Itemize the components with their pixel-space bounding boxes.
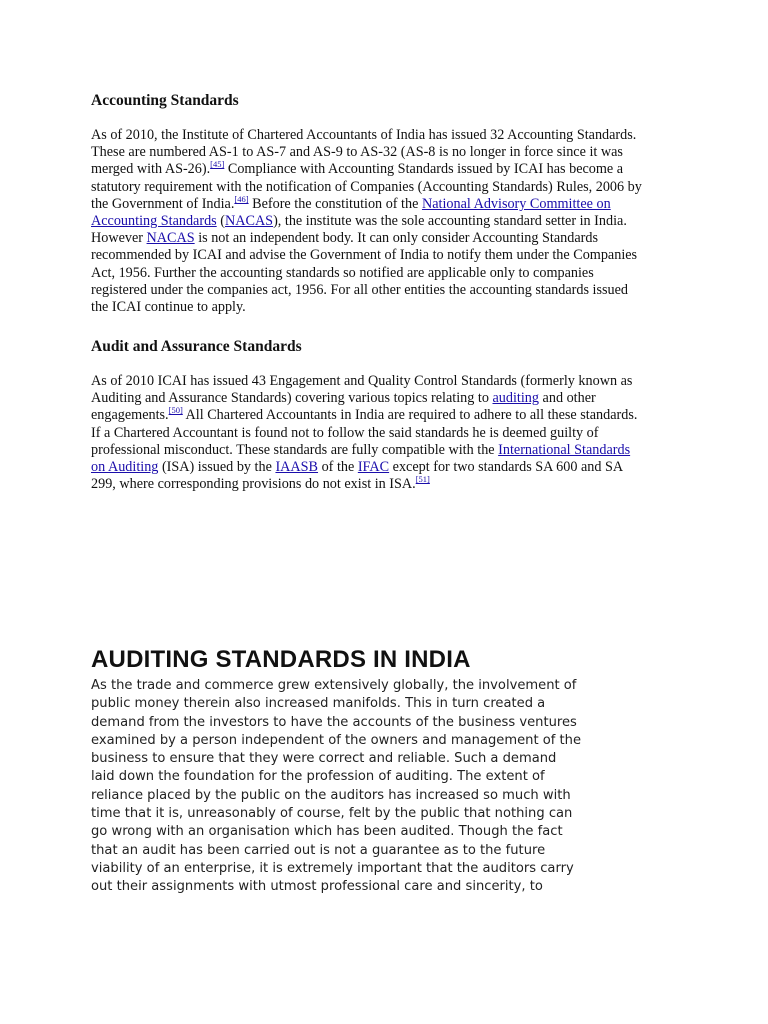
text-line: As the trade and commerce grew extensively globally, the involvement of <box>91 678 577 693</box>
text-line: 299, where corresponding provisions do not exist in ISA.[51] <box>91 474 430 493</box>
link-auditing[interactable]: auditing <box>492 390 539 407</box>
text-line: demand from the investors to have the accounts of the business ventures <box>91 714 577 730</box>
paragraph-accounting-standards <box>91 127 691 316</box>
text-line: examined by a person independent of the owners and management of the <box>91 732 582 748</box>
text-line: Accounting Standards (NACAS), the institute was the sole accounting standard setter in India. <box>91 213 627 230</box>
text-line: out their assignments with utmost professional care and sincerity, to <box>91 879 543 895</box>
link-accounting-standards[interactable]: Accounting Standards <box>91 213 217 230</box>
link-nacas[interactable]: NACAS <box>224 213 274 230</box>
citation-link-51[interactable]: [51] <box>415 474 430 485</box>
link-national-advisory-committee[interactable]: National Advisory Committee on <box>421 195 611 212</box>
page-title-auditing-standards-india: AUDITING STANDARDS IN INDIA <box>91 646 471 673</box>
text-line: Auditing and Assurance Standards) covering various topics relating to auditing and other <box>91 390 596 407</box>
text-line: These are numbered AS-1 to AS-7 and AS-9 to AS-32 (AS-8 is no longer in force since it was <box>91 144 623 161</box>
text-line: public money therein also increased manifolds. This in turn created a <box>91 696 546 712</box>
text-line: engagements.[50] All Chartered Accountants in India are required to adhere to all these standards. <box>91 405 638 424</box>
paragraph-auditing-standards-india <box>91 677 581 897</box>
citation-link-50[interactable]: [50] <box>168 405 183 416</box>
link-nacas-2[interactable]: NACAS <box>146 230 195 247</box>
text-line: on Auditing (ISA) issued by the IAASB of the IFAC except for two standards SA 600 and SA <box>91 459 624 476</box>
text-line: the Government of India.[46] Before the constitution of the National Advisory Committee on <box>91 193 611 212</box>
section-heading-audit-assurance: Audit and Assurance Standards <box>91 338 302 355</box>
text-line: reliance placed by the public on the auditors has increased so much with <box>91 787 571 803</box>
section-heading-accounting-standards: Accounting Standards <box>91 92 239 109</box>
text-line: merged with AS-26).[45] Compliance with Accounting Standards issued by ICAI has become a <box>91 159 624 178</box>
text-line: As of 2010 ICAI has issued 43 Engagement and Quality Control Standards (formerly known as <box>91 373 633 389</box>
text-line: business to ensure that they were correct and reliable. Such a demand <box>91 751 557 767</box>
text-line: Act, 1956. Further the accounting standards so notified are applicable only to companies <box>91 264 594 281</box>
text-line: As of 2010, the Institute of Chartered Accountants of India has issued 32 Accounting Standards. <box>91 127 637 143</box>
link-on-auditing[interactable]: on Auditing <box>91 459 159 476</box>
link-iaasb[interactable]: IAASB <box>275 459 319 476</box>
text-line: the ICAI continue to apply. <box>91 299 246 316</box>
text-line: go wrong with an organisation which has been audited. Though the fact <box>91 824 563 840</box>
text-line: statutory requirement with the notification of Companies (Accounting Standards) Rules, 2006 by <box>91 178 642 195</box>
citation-link-46[interactable]: [46] <box>234 193 249 204</box>
text-line: registered under the companies act, 1956. For all other entities the accounting standards issued <box>91 281 628 298</box>
text-line: If a Chartered Accountant is found not to follow the said standards he is deemed guilty of <box>91 424 599 441</box>
text-line: viability of an enterprise, it is extremely important that the auditors carry <box>91 860 574 876</box>
text-line: recommended by ICAI and advise the Government of India to notify them under the Companies <box>91 247 638 264</box>
citation-link-45[interactable]: [45] <box>210 159 225 170</box>
link-international-standards[interactable]: International Standards <box>498 441 631 458</box>
text-line: that an audit has been carried out is not a guarantee as to the future <box>91 842 546 858</box>
text-line: However NACAS is not an independent body. It can only consider Accounting Standards <box>91 230 598 247</box>
text-line: time that it is, unreasonably of course, felt by the public that nothing can <box>91 806 573 822</box>
paragraph-audit-assurance <box>91 373 691 493</box>
link-ifac[interactable]: IFAC <box>357 459 390 476</box>
text-line: laid down the foundation for the profession of auditing. The extent of <box>91 769 545 785</box>
text-line: professional misconduct. These standards are fully compatible with the International Standards <box>91 441 631 458</box>
